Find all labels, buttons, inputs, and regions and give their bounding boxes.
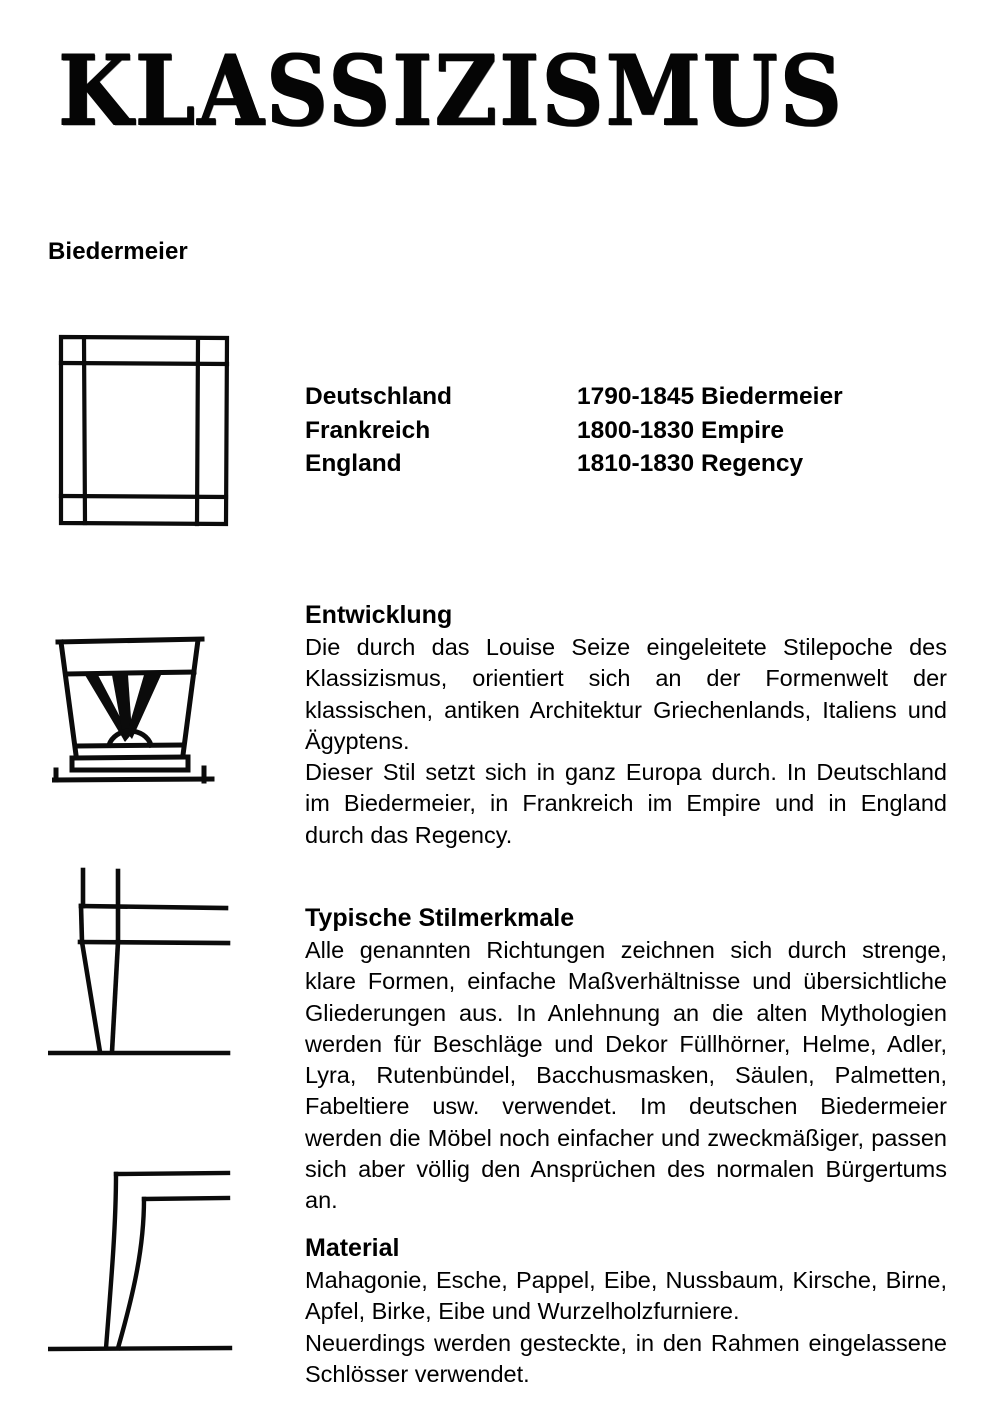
frame-panel-diagram: [58, 334, 248, 530]
period-cell: 1810-1830 Regency: [577, 450, 804, 478]
section-stilmerkmale: [305, 903, 947, 1216]
subtitle: Biedermeier: [48, 238, 188, 265]
table-row: [305, 380, 843, 414]
section-paragraph: Dieser Stil setzt sich in ganz Europa durch. In Deutschland im Biedermeier, in Frankreich im Empire und in England durch das Regency.: [305, 759, 947, 848]
section-paragraph: Mahagonie, Esche, Pappel, Eibe, Nussbaum, Kirsche, Birne, Apfel, Birke, Eibe und Wurzelholzfurniere.: [305, 1267, 947, 1325]
table-row: [305, 447, 843, 481]
period-table: [305, 380, 843, 481]
section-entwicklung: [305, 600, 947, 851]
section-paragraph: Alle genannten Richtungen zeichnen sich durch strenge, klare Formen, einfache Maßverhältnisse und übersichtliche Gliederungen aus. In Anlehnung an die alten Mythologien werden für Beschläge und Dekor Füllhörner, Helme, Adler, Lyra, Rutenbündel, Bacchusmasken, Säulen, Palmetten, Fabeltiere usw. verwendet. Im deutschen Biedermeier werden die Möbel noch einfacher und zweckmäßiger, passen sich aber völlig den Ansprüchen des normalen Bürgertums an.: [305, 937, 947, 1213]
section-heading: Typische Stilmerkmale: [305, 904, 575, 932]
table-row: [305, 414, 843, 448]
section-heading: Material: [305, 1234, 400, 1262]
section-material: [305, 1233, 947, 1390]
section-heading: Entwicklung: [305, 601, 453, 629]
tapered-leg-diagram: [48, 862, 263, 1062]
country-cell: Deutschland: [305, 383, 453, 410]
page-title: KLASSIZISMUS: [58, 35, 844, 149]
chair-backrest-diagram: [52, 618, 237, 788]
country-cell: Frankreich: [305, 416, 431, 444]
period-cell: 1800-1830 Empire: [577, 416, 785, 444]
period-cell: 1790-1845 Biedermeier: [577, 383, 843, 410]
section-paragraph: Die durch das Louise Seize eingeleitete Stilepoche des Klassizismus, orientiert sich an der Formenwelt der klassischen, antiken Architektur Griechenlands, Italiens und Ägyptens.: [305, 634, 947, 754]
country-cell: England: [305, 450, 402, 478]
section-paragraph: Neuerdings werden gesteckte, in den Rahmen eingelassene Schlösser verwendet.: [305, 1329, 947, 1387]
sabre-leg-diagram: [48, 1152, 263, 1377]
